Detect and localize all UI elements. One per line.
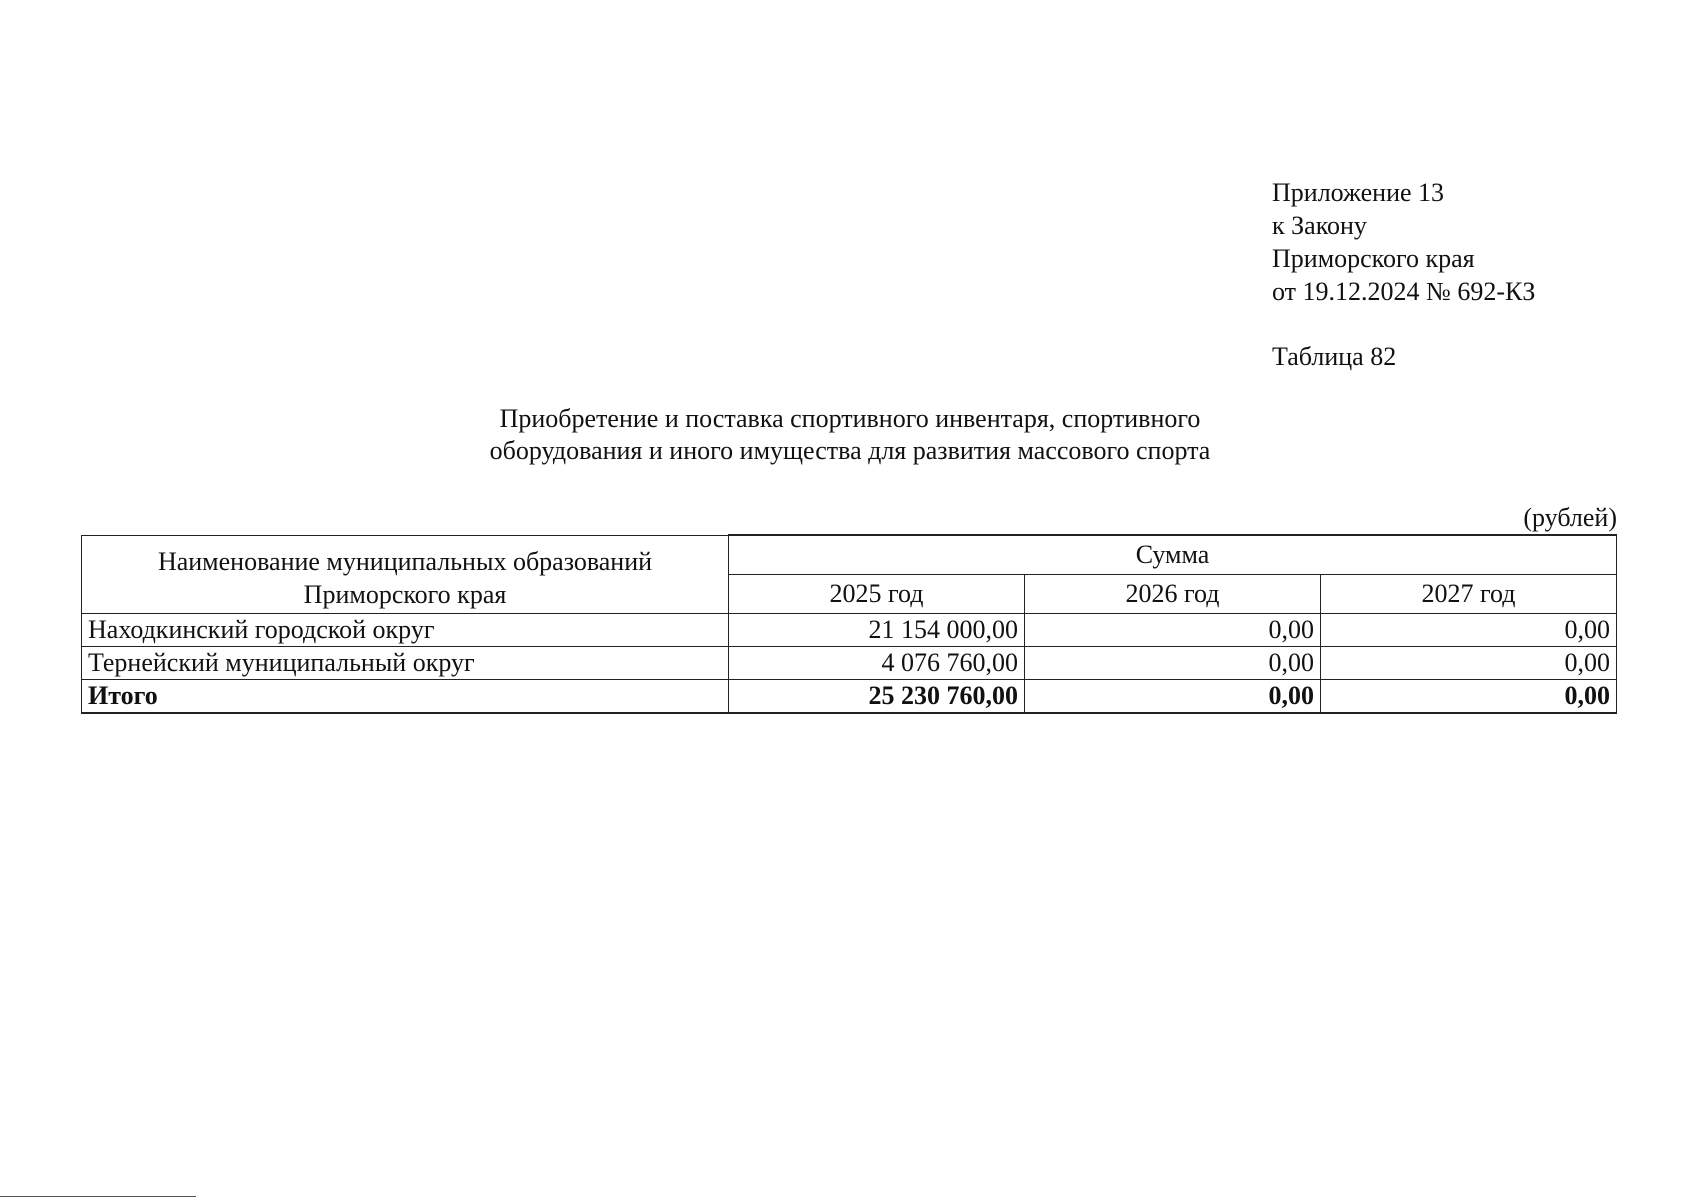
footnote-separator xyxy=(0,1196,196,1197)
total-value-2027: 0,00 xyxy=(1321,680,1617,714)
header-name-line-1: Наименование муниципальных образований xyxy=(157,547,653,577)
appendix-number: Приложение 13 xyxy=(1272,178,1445,207)
row-value-2026: 0,00 xyxy=(1025,647,1321,680)
table-number: Таблица 82 xyxy=(1272,342,1397,371)
total-row xyxy=(82,680,1617,714)
table-header-row-1 xyxy=(82,535,1617,575)
total-value-2026: 0,00 xyxy=(1025,680,1321,714)
table-row xyxy=(82,647,1617,680)
appendix-law: к Закону xyxy=(1272,211,1367,240)
appendix-date-number: от 19.12.2024 № 692-КЗ xyxy=(1272,277,1536,306)
units-label: (рублей) xyxy=(1523,503,1617,532)
allocation-table xyxy=(81,534,1617,714)
row-value-2025: 4 076 760,00 xyxy=(729,647,1025,680)
header-municipality-name xyxy=(82,535,729,614)
appendix-region: Приморского края xyxy=(1272,244,1475,273)
document-title-line-1: Приобретение и поставка спортивного инвентаря, спортивного xyxy=(499,404,1201,433)
appendix-block xyxy=(1272,176,1535,308)
row-municipality-name: Находкинский городской округ xyxy=(82,614,729,647)
row-value-2027: 0,00 xyxy=(1321,614,1617,647)
total-label: Итого xyxy=(82,680,729,714)
row-value-2025: 21 154 000,00 xyxy=(729,614,1025,647)
row-value-2026: 0,00 xyxy=(1025,614,1321,647)
row-municipality-name: Тернейский муниципальный округ xyxy=(82,647,729,680)
document-title xyxy=(360,403,1340,467)
total-value-2025: 25 230 760,00 xyxy=(729,680,1025,714)
header-year-2027: 2027 год xyxy=(1321,575,1617,614)
row-value-2027: 0,00 xyxy=(1321,647,1617,680)
header-name-line-2: Приморского края xyxy=(303,580,507,610)
header-year-2025: 2025 год xyxy=(729,575,1025,614)
header-sum: Сумма xyxy=(729,535,1617,575)
header-year-2026: 2026 год xyxy=(1025,575,1321,614)
document-title-line-2: оборудования и иного имущества для развития массового спорта xyxy=(489,436,1211,465)
table-row xyxy=(82,614,1617,647)
